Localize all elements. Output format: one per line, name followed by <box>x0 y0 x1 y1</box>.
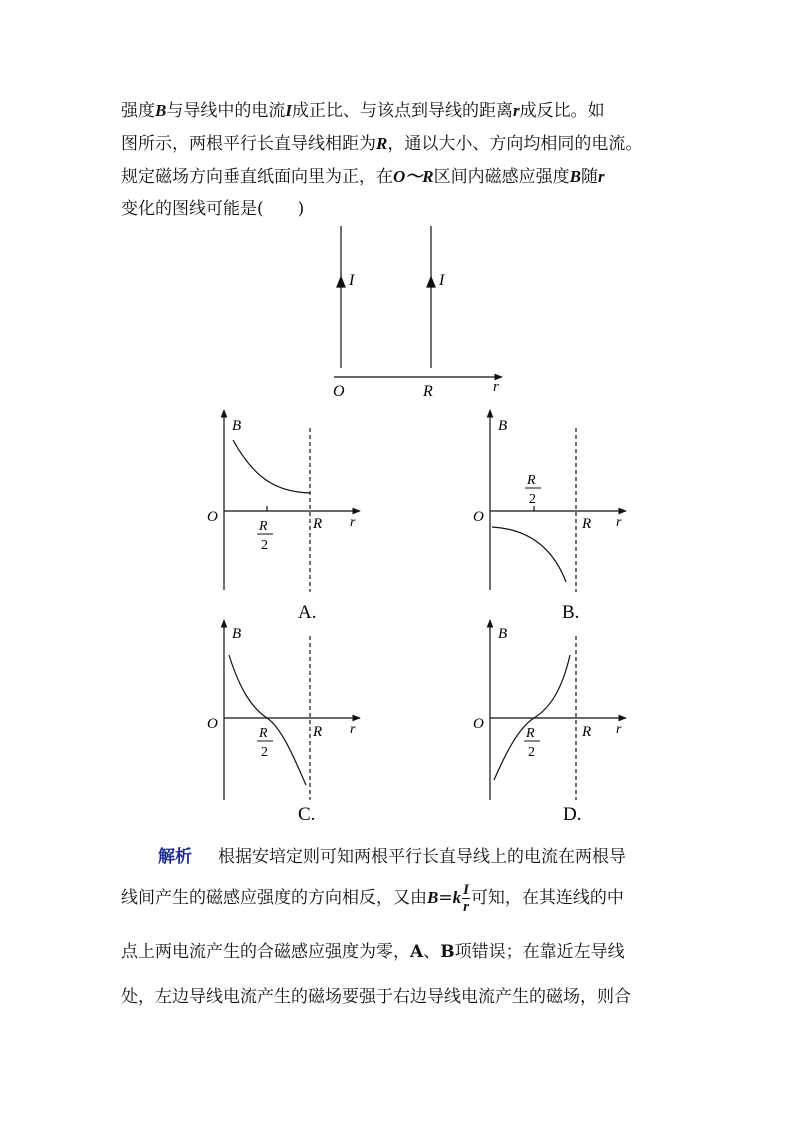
text: 强度 <box>121 101 155 121</box>
right-current-arrow-icon <box>427 277 435 287</box>
text: 与导线中的电流 <box>166 101 286 121</box>
b-label: B <box>232 418 242 434</box>
half-num: R <box>259 519 268 534</box>
half-den: 2 <box>261 745 268 760</box>
denominator: r <box>463 899 469 915</box>
r-point-label: R <box>423 383 433 400</box>
var-r: r <box>597 167 605 186</box>
curve <box>233 440 310 493</box>
r-label: R <box>313 516 323 532</box>
var-b: B <box>427 888 439 907</box>
graph-d <box>473 620 626 825</box>
half-num: R <box>527 473 536 488</box>
option-c-label: C. <box>298 804 316 825</box>
option-a-ref: A <box>410 942 424 962</box>
text: 规定磁场方向垂直纸面向里为正，在 <box>121 167 393 187</box>
o-label: O <box>207 716 218 732</box>
option-b-ref: B <box>440 942 455 962</box>
r-label: R <box>582 724 592 740</box>
axis-label: r <box>616 515 622 530</box>
half-den: 2 <box>528 745 535 760</box>
r-label: R <box>313 724 323 740</box>
equals: = <box>438 888 453 908</box>
text: 线间产生的磁感应强度的方向相反，又由 <box>121 888 427 908</box>
var-i: I <box>285 101 292 120</box>
text: 点上两电流产生的合磁感应强度为零， <box>121 942 410 962</box>
curve <box>229 655 306 785</box>
solution-line-4: 处，左边导线电流产生的磁场要强于右边导线电流产生的磁场，则合 <box>121 987 631 1007</box>
axis-label: r <box>616 722 622 737</box>
graph-c <box>207 620 360 825</box>
var-b: B <box>155 101 167 120</box>
b-label: B <box>232 626 242 642</box>
text: 项错误；在靠近左导线 <box>454 942 625 962</box>
text: 区间内磁感应强度 <box>433 167 570 187</box>
left-current-label: I <box>349 272 355 289</box>
option-d-label: D. <box>563 804 582 825</box>
right-current-label: I <box>439 272 445 289</box>
half-num: R <box>526 726 535 741</box>
text: 成反比。如 <box>519 101 605 121</box>
o-label: O <box>207 509 218 525</box>
half-den: 2 <box>261 538 268 553</box>
question-line-4: 变化的图线可能是( ) <box>121 199 305 219</box>
curve <box>492 527 566 582</box>
numerator: I <box>463 882 469 898</box>
origin-label: O <box>333 383 345 400</box>
half-num: R <box>259 726 268 741</box>
axis-label: r <box>350 722 356 737</box>
b-label: B <box>498 626 508 642</box>
option-b-label: B. <box>562 602 580 623</box>
option-a-label: A. <box>298 602 317 623</box>
var-b: B <box>569 167 581 186</box>
text: 根据安培定则可知两根平行长直导线上的电流在两根导 <box>218 847 626 867</box>
solution-line-2 <box>121 882 624 915</box>
o-label: O <box>473 716 484 732</box>
solution-tag: 解析 <box>158 847 192 867</box>
solution-line-3 <box>121 937 625 962</box>
r-label: R <box>582 516 592 532</box>
text: ，通以大小、方向均相同的电流。 <box>387 134 643 154</box>
fraction <box>462 882 470 915</box>
solution-line-1 <box>158 842 626 867</box>
b-label: B <box>498 418 508 434</box>
range: O～R <box>393 167 434 186</box>
o-label: O <box>473 509 484 525</box>
axis-label: r <box>350 515 356 530</box>
text: 随 <box>580 167 598 187</box>
text: 图所示，两根平行长直导线相距为 <box>121 134 376 154</box>
graph-a <box>207 410 360 623</box>
text: 、 <box>423 942 441 962</box>
half-den: 2 <box>529 492 536 507</box>
setup-figure <box>334 226 502 377</box>
r-axis-label: r <box>493 379 499 395</box>
left-current-arrow-icon <box>337 277 345 287</box>
var-k: k <box>452 888 462 907</box>
var-r: R <box>376 134 388 153</box>
text: 成正比、与该点到导线的距离 <box>291 101 513 121</box>
var-r: r <box>512 101 520 120</box>
text: 可知，在其连线的中 <box>470 888 624 908</box>
graph-b <box>473 410 626 623</box>
